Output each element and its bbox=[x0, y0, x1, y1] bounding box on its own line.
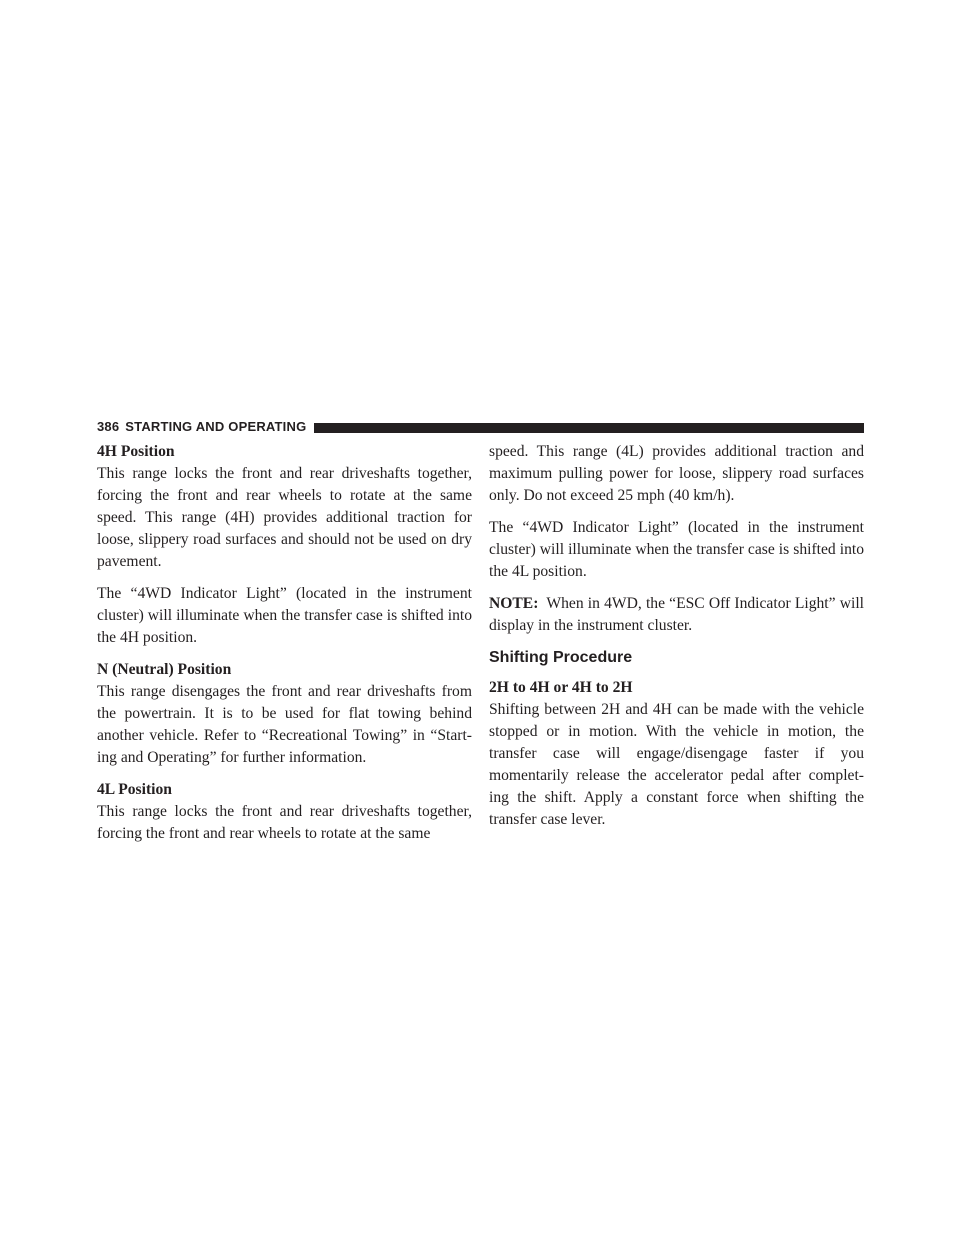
section-title: STARTING AND OPERATING bbox=[125, 419, 307, 434]
note-block bbox=[489, 593, 864, 637]
left-column bbox=[97, 441, 472, 845]
heading-neutral-position: N (Neutral) Position bbox=[97, 661, 232, 678]
page-number: 386 bbox=[97, 419, 120, 434]
paragraph-4l-description-continued: speed. This range (4L) provides additional traction and maximum pulling power for loose, slippery road surfaces only. Do not exceed 25 mph (40 km/h). bbox=[489, 443, 864, 504]
heading-shifting-procedure: Shifting Procedure bbox=[489, 649, 633, 666]
paragraph-4h-description: This range locks the front and rear driveshafts together, forcing the front and rear wheels to rotate at the same speed. This range (4H) provides additional traction for loose, slippery road surfaces and should not be used on dry pavement. bbox=[97, 465, 472, 570]
paragraph-neutral-description: This range disengages the front and rear driveshafts from the powertrain. It is to be used for flat towing behind another vehicle. Refer to “Recreational Towing” in “Start- ing and Operating” for further information. bbox=[97, 683, 472, 766]
paragraph-4h-indicator: The “4WD Indicator Light” (located in the instrument cluster) will illuminate when the transfer case is shifted into the 4H position. bbox=[97, 585, 472, 646]
paragraph-4l-indicator: The “4WD Indicator Light” (located in the instrument cluster) will illuminate when the transfer case is shifted into the 4L position. bbox=[489, 519, 864, 580]
heading-4h-position: 4H Position bbox=[97, 443, 175, 460]
paragraph-4l-description-start: This range locks the front and rear driveshafts together, forcing the front and rear wheels to rotate at the same bbox=[97, 803, 472, 842]
subheading-2h-4h: 2H to 4H or 4H to 2H bbox=[489, 679, 633, 696]
header-rule bbox=[314, 423, 864, 433]
heading-4l-position: 4L Position bbox=[97, 781, 172, 798]
note-text: When in 4WD, the “ESC Off Indicator Light” will display in the instrument cluster. bbox=[489, 595, 864, 634]
note-label: NOTE: bbox=[489, 595, 539, 612]
paragraph-shifting: Shifting between 2H and 4H can be made with the vehicle stopped or in motion. With the vehicle in motion, the transfer case will engage/disengage faster if you momentarily release the accelerator pedal after complet- ing the shift. Apply a constant force when shifting the transfer case lever. bbox=[489, 701, 864, 828]
right-column bbox=[489, 441, 864, 841]
page-header bbox=[97, 419, 864, 435]
